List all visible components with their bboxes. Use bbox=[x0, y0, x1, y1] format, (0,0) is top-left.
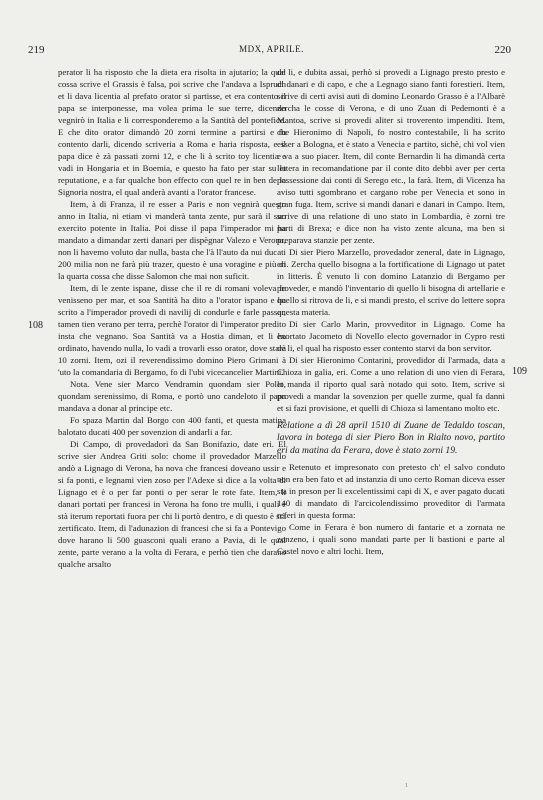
paragraph: Di sier Hieronimo Contarini, provedidor di l'armada, data a Chioza in galia, eri. Come a uno relation di uno vien di Ferara, et manda il riporto qual sarà notado qui soto. Item, scrive si provedi a mandar la sovenzion per quelle zurme, qual fa danni et si fazi provisione, et quelli di Chioza si lamentano molto etc. bbox=[277, 355, 505, 413]
margin-number-right: 109 bbox=[512, 366, 527, 377]
section-heading: Relatione a dì 28 april 1510 di Zuane de Tedaldo toscan, lavora in botega di sier Piero Bon in Rialto novo, partito eri da matina da Ferara, dove è stato zorni 19. bbox=[277, 420, 505, 456]
paragraph: Come in Ferara è bon numero di fantarie et a zornata ne zonzeno, i quali sono mandati parte per li bastioni e parte al Castel novo e altri lochi. Item, bbox=[277, 522, 505, 557]
footer-mark: 1 bbox=[405, 783, 408, 789]
page-number-right: 220 bbox=[494, 44, 511, 56]
paragraph: Retenuto et impresonato con pretesto ch' el salvo conduto non era ben fato et ad instanzia di uno certo Roman diceva esser sta in preson per li excelentissimi capi di X, e aver pagato ducati 140 di mandato di l'arcicolendissimo proveditor di l'armata referi in questa forma: bbox=[277, 462, 505, 521]
margin-number-left: 108 bbox=[28, 320, 43, 331]
paragraph: Nota. Vene sier Marco Vendramin quondam sier Pollo, quondam serenissimo, di Roma, e portò uno candeloto il papa mandava a donar al principe etc. bbox=[58, 379, 286, 413]
paragraph: Item, di le zente ispane, disse che il re di romani voleva le venisseno per mar, et soa Santità ha dito a l'orator ispano e ha scrito a l'imperador provedi di navilij di condurle e farle passar, tamen tien verano per terra, perchè l'orator di l'imperator predito insta che vegnano. Soa Santità va a Hostia diman, et li ha ordinato, havendo nulla, lo vadi a trovarli esso orator, dove starà 10 zorni. Item, ozi il reverendissimo domino Piero Grimani à 'uto la comandaria di Bergamo, fo di l'ubi vicecancelier Martini. bbox=[58, 283, 286, 377]
paragraph: perator li ha risposto che la dieta era risolta in ajutario; la qual cossa scrive el Grassis è falsa, poi scrive che l'andava a Ispruch et li dava licentia al prefato orator si partisse, et era contento il papa se interponesse, ma volea prima le sue terre, dicendo vegnirò in Italia e li corresponderemo a la Santità del pontefice. E che dito orator dimandò 20 zorni termine a partirsi e fu contento darli, dicendo scriveria a Roma e haria risposta, e il papa dice è zà passati zorni 12, e che li à scrito toy licentia e vadi in Hongaria et in Boemia, e questo ha fato per star su la reputatione, e a far qualche bon effecto con quel re in ben de la Signoria nostra, el qual anderà avanti a l'orator francese. bbox=[58, 67, 286, 197]
paragraph: Fo spaza Martin dal Borgo con 400 fanti, et questa matina balotato ducati 400 per sovenzion di andarli a far. bbox=[58, 415, 286, 437]
paragraph: Di sier Carlo Marin, provveditor in Lignago. Come ha exortato Jacometo di Novello electo governador in Cypro resti de li, el qual ha risposto esser contento starvi da bon servitor. bbox=[277, 319, 505, 353]
paragraph: Di Campo, di provedadori da San Bonifazio, date eri. El scrive sier Andrea Griti solo: chome il provedador Marzello andò a Lignago di Verona, ha nova che francesi doveano ussir e si fa ponti, e legnami vien zoso per l'Adexe si dice a la volta di Lignago et è o per far ponti o per serar le rote fate. Item, li danari portati per francesi in Verona ha fono tre mulli, i quali è stà iterum reportati fuora per chi li portò dentro, e di questo è stà zertificato. Item, di l'adunazion di francesi che si fa a Pontevigo dove harano li 500 guasconi quali erano a Pavia, di le qual zente, parte verano a la volta di Ferara, e perhò tien che darano qualche arsalto bbox=[58, 439, 286, 569]
paragraph: Di sier Piero Marzello, provedador zeneral, date in Lignago, eri. Zercha quello bisogna a la fortificatione di Lignago ut patet in litteris. È venuto li con domino Latanzio di Bergamo per proveder, e mandò l'inventario di quello li bisogna di artellarie e quello si ritrova de li, e si mandi presto, el scrive do lettere sopra questa materia. bbox=[277, 247, 505, 317]
left-column bbox=[58, 66, 286, 570]
running-title: MDX, APRILE. bbox=[239, 44, 304, 54]
page-number-left: 219 bbox=[28, 44, 45, 56]
page-header bbox=[0, 44, 543, 58]
paragraph: Item, à di Franza, il re esser a Paris e non vegnirà questo anno in Italia, ni etiam vi manderà tanta zente, pur sarà il suo exercito potente in Italia. Poi disse il papa l'imperador mi ha mandato a dimandar zerti danari per dispègnar Valezo e Verona, non li havemo voluto dar nulla, basta che l'à ll'auto da nui ducati 200 milia non ne farà più trazer, questo è una voragine e più di la quarta cossa che disse Salomon che mai non suficit. bbox=[58, 199, 286, 281]
paragraph: de li, e dubita assai, perhò si provedi a Lignago presto presto e di danari e di capo, e che a Legnago siano fanti forestieri. Item, scrive di certi avisi auti di domino Leonardo Grasso è a l'Albarè zercha le cosse di Verona, e di uno Zuan di Pedemonti è a Mantoa, scrive si provedi aliter si troverento impenditi. Item, che Hieronimo di Napoli, fo nostro contestabile, li ha scrito esser a Bologna, et è stato a Venecia e partito, sichè, chi vol vien e va a suo piacer. Item, dil conte Bernardin li ha dimandà certa lettera in recomandatione par il conte dito debbi aver per certa possessione dai conti di Serego etc., la farà. Item, di Vicenza ha aviso tutti sgombrano et cargano robe per Venecia et sono in gran fuga. Item, scrive si mandi danari e danari in Campo. Item, scrive di una relatione di uno stato in Lombardia, è zorni tre parti di Brexa; e dice non ha visto zente alcuna, ma ben si preparava stanzie per zente. bbox=[277, 67, 505, 245]
right-column bbox=[277, 66, 505, 557]
